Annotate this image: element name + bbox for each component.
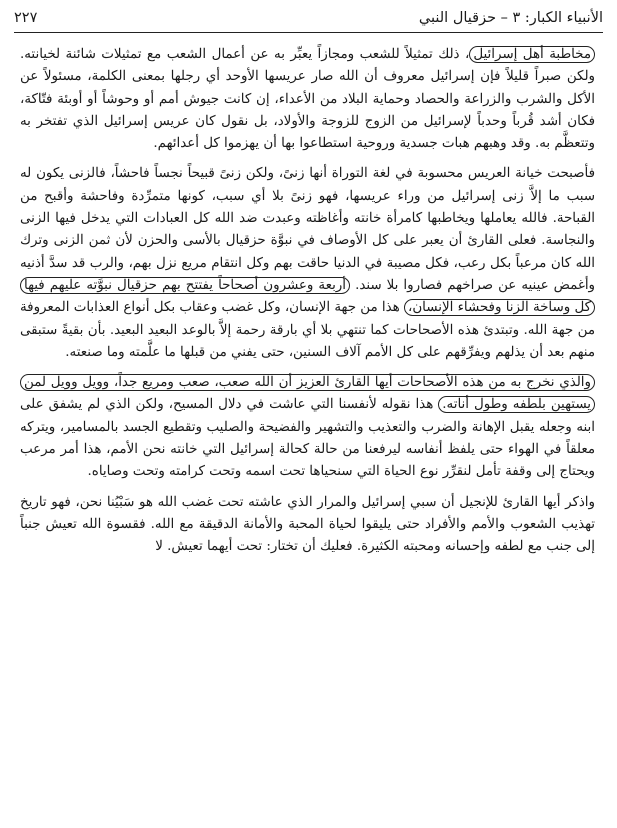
paragraph-1 [20, 44, 595, 155]
highlight-circled-phrase-1: مخاطبة أهل إسرائيل [469, 46, 595, 63]
page-body [20, 44, 595, 559]
paragraph-2 [20, 163, 595, 364]
paragraph-text: فأصبحت خيانة العريس محسوبة في لغة التوراة أنها زنىً، ولكن زنىً قبيحاً نجساً فاحشاً، فالزنى يكون له سبب ما إلاَّ زنى إسرائيل من وراء عريسها، فهو زنىً بلا أي سبب، كونها متمرِّدة وفاحشة وأقبح من القباحة. فالله يعاملها ويخاطبها كامرأة خانته وأغاظته وعبدت ضد الله كل العبادات التي يدخل فيها الزنى والنجاسة. فعلى القارئ أن يعبر على كل الأوصاف في نبوَّة حزقيال بالأسى والحزن لأن ثمن الزنى وترك الله كان مرعباً بكل رعب، فكل مصيبة في الدنيا حاقت بهم وكل انتقام مريع نزل بهم، والرب قد سدَّ أذنيه وأغمض عينيه عن صراخهم فصاروا بلا سند. [20, 166, 596, 293]
paragraph-4 [20, 492, 595, 559]
paragraph-3 [20, 372, 595, 483]
paragraph-text: هذا نقوله لأنفسنا التي عاشت في دلال المسيح، ولكن الذي لم يشفق على ابنه وجعله يقبل الإهانة والضرب والتعذيب والتشهير والفضيحة والصليب وتقطيع الجسد بالمسامير، ويتركه معلقاً في الهواء حتى يلفظ أنفاسه ليرفعنا من حالة كحالة إسرائيل التي خانته نحن الأمم، هذا أمر مرعب ويحتاج إلى وقفة تأمل لنقرِّر نوع الحياة التي سنحياها تحت اسمه وتحت كرامته وتحت وصاياه. [20, 397, 595, 480]
page-number: ٢٢٧ [14, 10, 38, 26]
highlight-circled-phrase-2: أربعة وعشرون أصحاحاً يفتتح بهم حزقيال نبوَّته عليهم فيها كل وساخة الزنا وفحشاء الإنسان، [20, 277, 595, 316]
highlight-circled-phrase-3: والذي نخرج به من هذه الأصحاحات أيها القارئ العزيز أن الله صعب، صعب ومريع جداً، وويل وويل لمن يستهين بلطفه وطول أناته. [20, 374, 595, 413]
paragraph-text: ، ذلك تمثيلاً للشعب ومجازاً يعبِّر به عن أعمال الشعب مع تمثيلات شائنة لخيانته. ولكن صبراً قليلاً فإن إسرائيل معروف أن الله صار عريسها الأوحد أي رجلها بمعنى الكلمة، مسئولاً عن الأكل والشرب والزراعة والحصاد وحماية البلاد من الأعداء، إن كانت جيوش أمم أو وحوشاً أو أوبئة فتّاكة، فكان أشد قُرباً وحدباً لإسرائيل من الزوج للزوجة والأولاد، بل نقول كان عريس إسرائيل الذي تفتخر به وتتعظَّم به. وقد وهبهم هبات جسدية وروحية استطاعوا بها أن يهزموا كل أعدائهم. [20, 47, 595, 152]
paragraph-text: واذكر أيها القارئ للإنجيل أن سبي إسرائيل والمرار الذي عاشته تحت غضب الله هو سَبْيُنا نحن، فهو تاريخ تهذيب الشعوب والأمم والأفراد حتى يليقوا لحياة المحبة والأمانة الدقيقة مع الله. فقسوة الله تعيش جنباً إلى جنب مع لطفه وإحسانه ومحبته الكثيرة. فعليك أن تختار: تحت أيهما تعيش. لا [20, 494, 595, 555]
running-title: الأنبياء الكبار: ٣ – حزقيال النبي [418, 10, 603, 26]
paragraph-text-continued: هذا من جهة الإنسان، وكل غضب وعقاب بكل أنواع العذابات المعروفة من جهة الله. وتبتدئ هذه الأصحاحات كما تنتهي بلا أي بارقة رحمة إلاَّ بالوعد البعيد البعيد. بأن بقيةً ستبقى منهم بعد أن يذلهم ويفرِّقهم على كل الأمم آلاف السنين، حتى يفني من قبلها ما علَّمته وما صنعته. [20, 300, 595, 360]
running-header [14, 6, 603, 30]
header-rule [14, 32, 603, 33]
